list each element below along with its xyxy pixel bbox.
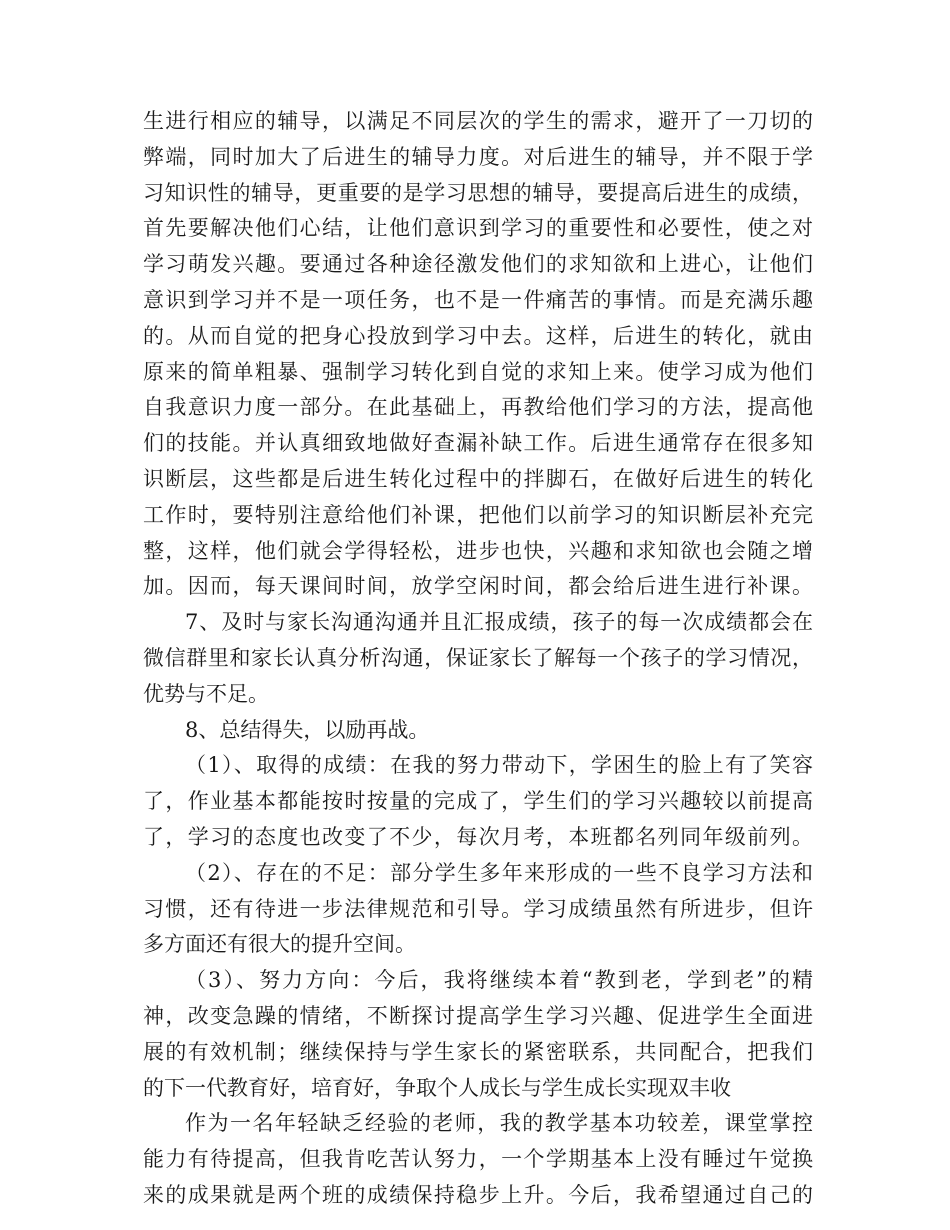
text-line: 了，作业基本都能按时按量的完成了，学生们的学习兴趣较以前提高 — [143, 789, 813, 814]
text-line: 优势与不足。 — [143, 681, 269, 706]
text-line: 学习萌发兴趣。要通过各种途径激发他们的求知欲和上进心，让他们 — [143, 252, 813, 277]
text-line: （2）、存在的不足：部分学生多年来形成的一些不良学习方法和 — [185, 860, 813, 885]
text-line: （1）、取得的成绩：在我的努力带动下，学困生的脸上有了笑容 — [185, 753, 813, 778]
text-line: 作为一名年轻缺乏经验的老师，我的教学基本功较差，课堂掌控 — [185, 1111, 813, 1136]
text-line: 整，这样，他们就会学得轻松，进步也快，兴趣和求知欲也会随之增 — [143, 538, 813, 563]
text-line: 首先要解决他们心结，让他们意识到学习的重要性和必要性，使之对 — [143, 216, 813, 241]
text-line: 微信群里和家长认真分析沟通，保证家长了解每一个孩子的学习情况， — [143, 645, 813, 670]
text-line: 8、总结得失，以励再战。 — [185, 717, 430, 742]
text-line: 的。从而自觉的把身心投放到学习中去。这样，后进生的转化，就由 — [143, 323, 813, 348]
text-line: 们的技能。并认真细致地做好查漏补缺工作。后进生通常存在很多知 — [143, 431, 813, 456]
text-line: （3）、努力方向：今后，我将继续本着“教到老，学到老”的精 — [185, 968, 813, 993]
text-line: 识断层，这些都是后进生转化过程中的拌脚石，在做好后进生的转化 — [143, 466, 813, 491]
text-line: 自我意识力度一部分。在此基础上，再教给他们学习的方法，提高他 — [143, 395, 813, 420]
text-line: 意识到学习并不是一项任务，也不是一件痛苦的事情。而是充满乐趣 — [143, 287, 813, 312]
text-line: 神，改变急躁的情绪，不断探讨提高学生学习兴趣、促进学生全面进 — [143, 1003, 813, 1028]
text-line: 加。因而，每天课间时间，放学空闲时间，都会给后进生进行补课。 — [143, 574, 813, 599]
text-line: 来的成果就是两个班的成绩保持稳步上升。今后，我希望通过自己的 — [143, 1182, 813, 1207]
text-line: 了，学习的态度也改变了不少，每次月考，本班都名列同年级前列。 — [143, 824, 813, 849]
text-line: 生进行相应的辅导，以满足不同层次的学生的需求，避开了一刀切的 — [143, 109, 813, 133]
text-line: 能力有待提高，但我肯吃苦认努力，一个学期基本上没有睡过午觉换 — [143, 1147, 813, 1172]
text-line: 多方面还有很大的提升空间。 — [143, 932, 416, 957]
text-line: 习惯，还有待进一步法律规范和引导。学习成绩虽然有所进步，但许 — [143, 896, 813, 921]
text-line: 习知识性的辅导，更重要的是学习思想的辅导，要提高后进生的成绩， — [143, 180, 813, 205]
document-body — [143, 104, 813, 1214]
text-line: 原来的简单粗暴、强制学习转化到自觉的求知上来。使学习成为他们 — [143, 359, 813, 384]
text-line: 工作时，要特别注意给他们补课，把他们以前学习的知识断层补充完 — [143, 502, 813, 527]
text-line: 弊端，同时加大了后进生的辅导力度。对后进生的辅导，并不限于学 — [143, 144, 813, 169]
text-line: 7、及时与家长沟通沟通并且汇报成绩，孩子的每一次成绩都会在 — [185, 610, 813, 635]
text-line: 的下一代教育好，培育好，争取个人成长与学生成长实现双丰收 — [143, 1075, 731, 1100]
text-line: 展的有效机制；继续保持与学生家长的紧密联系，共同配合，把我们 — [143, 1039, 813, 1064]
